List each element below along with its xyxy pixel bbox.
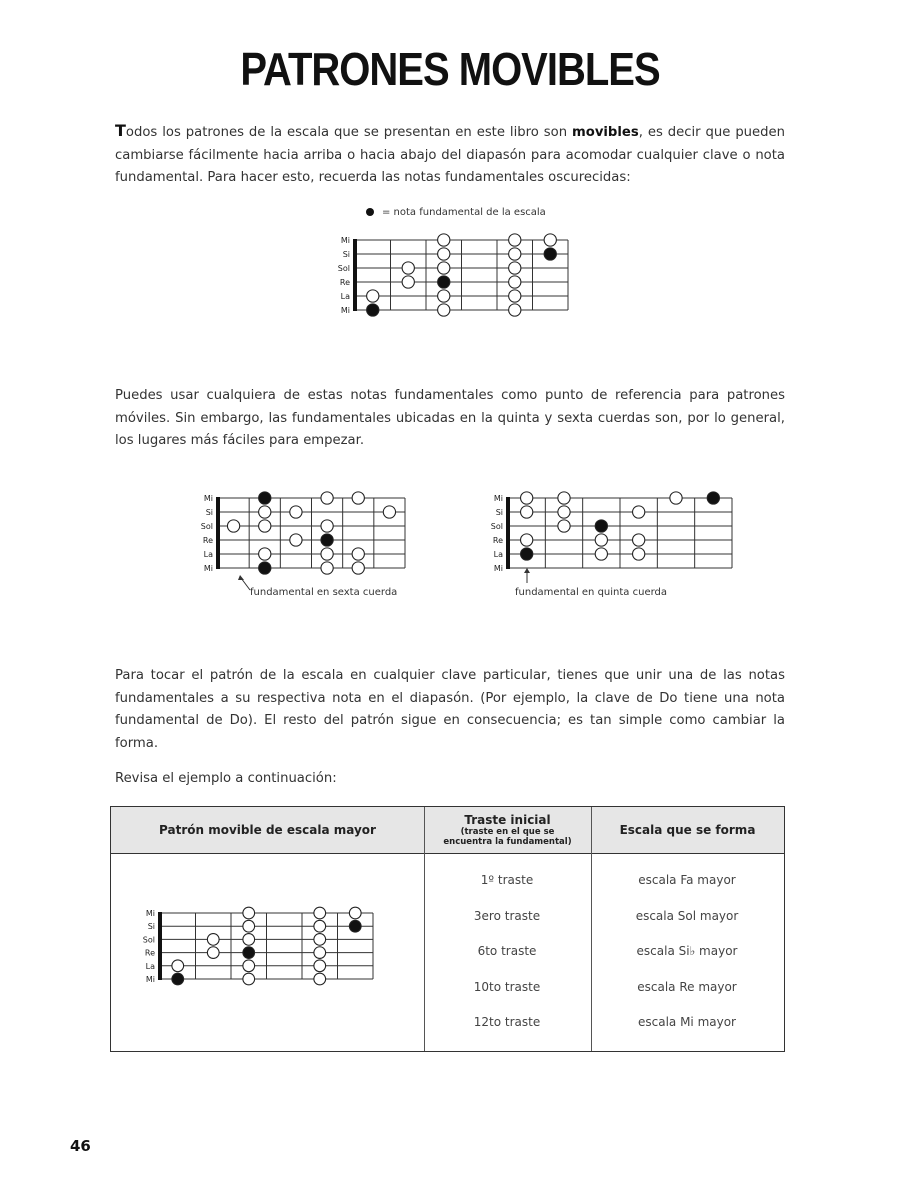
table-cell-scale: escala Re mayor <box>637 979 737 994</box>
paragraph-see-example: Revisa el ejemplo a continuación: <box>115 771 337 786</box>
string-label: La <box>203 550 213 559</box>
string-label: Sol <box>490 522 503 531</box>
string-label: La <box>145 961 155 971</box>
scale-note-dot <box>243 920 255 932</box>
string-label: Si <box>205 508 213 517</box>
scale-note-dot <box>314 973 326 985</box>
header-scale: Escala que se forma <box>619 823 756 837</box>
string-label: Mi <box>145 975 155 984</box>
scale-note-dot <box>243 973 255 985</box>
table-cell-fret: 6to traste <box>477 944 537 958</box>
string-label: La <box>340 292 350 301</box>
legend-text: = nota fundamental de la escala <box>382 207 546 218</box>
string-label: Re <box>202 536 213 545</box>
table-cell-scale: escala Si♭ mayor <box>636 944 738 958</box>
scale-note-dot <box>243 934 255 946</box>
root-note-dot <box>172 973 184 985</box>
string-label: Re <box>339 278 350 287</box>
scale-note-dot <box>314 907 326 919</box>
string-label: Re <box>144 948 155 958</box>
scale-note-dot <box>314 960 326 972</box>
string-label: Mi <box>203 494 213 503</box>
table-cell-fret: 10to traste <box>473 979 541 994</box>
string-label: Re <box>492 536 503 545</box>
string-label: Mi <box>203 564 213 573</box>
string-label: Mi <box>493 494 503 503</box>
string-label: Si <box>342 250 350 259</box>
string-label: Mi <box>145 909 155 918</box>
scale-note-dot <box>243 907 255 919</box>
table-cell-scale: escala Sol mayor <box>635 908 739 923</box>
scale-note-dot <box>314 947 326 959</box>
string-label: Sol <box>142 935 155 945</box>
root-note-dot <box>243 947 255 959</box>
intro-text-before: odos los patrones de la escala que se presentan en este libro son <box>125 125 573 140</box>
scale-note-dot <box>314 934 326 946</box>
scale-note-dot <box>172 960 184 972</box>
scale-note-dot <box>243 960 255 972</box>
scale-note-dot <box>314 920 326 932</box>
paragraph-instructions: Para tocar el patrón de la escala en cualquier clave particular, tienes que unir una de las notas fundamentales a su respectiva nota en el diapasón. (Por ejemplo, la clave de Do tiene una nota fundamental de Do). El resto del patrón sigue en consecuencia; es tan simple como cambiar la forma. <box>115 668 785 751</box>
string-label: Sol <box>200 522 213 531</box>
header-fret-sub: (traste en el que se encuentra la fundamental) <box>443 827 572 847</box>
string-label: La <box>493 550 503 559</box>
paragraph-reference-notes: Puedes usar cualquiera de estas notas fundamentales como punto de referencia para patrones móviles. Sin embargo, las fundamentales ubicadas en la quinta y sexta cuerdas son, por lo general, los lugares más fáciles para empezar. <box>115 388 785 448</box>
caption-sixth-string: fundamental en sexta cuerda <box>250 587 398 598</box>
scale-note-dot <box>349 907 361 919</box>
header-fret-main: Traste inicial <box>464 813 551 827</box>
page-number: 46 <box>70 1137 91 1155</box>
table-cell-fret: 1º traste <box>480 873 534 887</box>
string-label: Mi <box>493 564 503 573</box>
string-label: Si <box>495 508 503 517</box>
scale-note-dot <box>207 947 219 959</box>
string-label: Mi <box>340 236 350 245</box>
drop-cap: T <box>115 121 126 140</box>
string-label: Si <box>147 922 155 932</box>
table-cell-fret: 3ero traste <box>473 908 541 923</box>
table-cell-fret: 12to traste <box>473 1015 541 1029</box>
intro-bold-term: movibles <box>572 125 639 140</box>
string-label: Mi <box>340 306 350 315</box>
string-label: Sol <box>337 264 350 273</box>
root-note-dot <box>349 920 361 932</box>
header-pattern: Patrón movible de escala mayor <box>159 823 376 837</box>
table-cell-scale: escala Mi mayor <box>637 1015 736 1029</box>
scale-note-dot <box>207 934 219 946</box>
caption-fifth-string: fundamental en quinta cuerda <box>515 587 668 598</box>
intro-text-after: , es decir que pueden cambiarse fácilmente hacia arriba o hacia abajo del diapasón para acomodar cualquier clave o nota fundamental. Para hacer esto, recuerda las notas fundamentales oscurecidas: <box>115 125 786 185</box>
table-cell-scale: escala Fa mayor <box>638 873 736 887</box>
page-title: PATRONES MOVIBLES <box>240 44 660 96</box>
